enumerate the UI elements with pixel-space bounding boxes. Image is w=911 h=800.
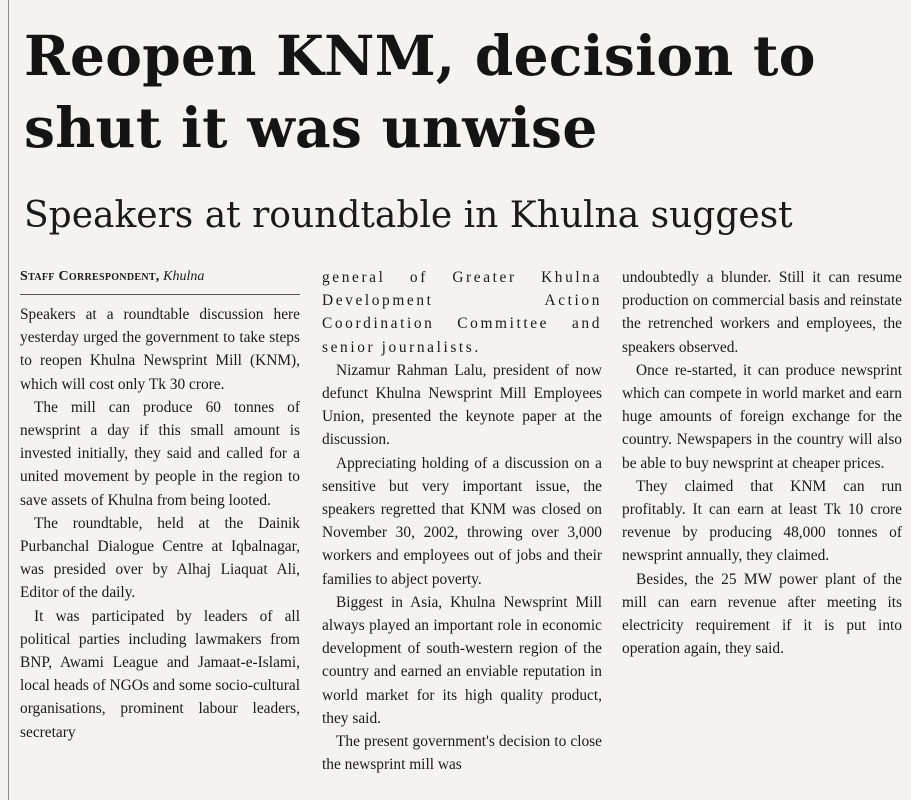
- paragraph: The mill can produce 60 tonnes of newsprint a day if this small amount is invested initially, they said and called for a united movement by people in the region to save assets of Khulna from being looted.: [20, 398, 300, 509]
- article-column-2: [322, 266, 602, 776]
- byline-role: Staff Correspondent,: [20, 269, 160, 284]
- paragraph: They claimed that KNM can run profitably. It can earn at least Tk 10 crore revenue by producing 48,000 tonnes of newsprint annually, they claimed.: [622, 477, 902, 565]
- paragraph: The roundtable, held at the Dainik Purbanchal Dialogue Centre at Iqbalnagar, was presided over by Alhaj Liaquat Ali, Editor of the daily.: [20, 514, 300, 602]
- paragraph: Appreciating holding of a discussion on a sensitive but very important issue, the speakers regretted that KNM was closed on November 30, 2002, throwing over 3,000 workers and employees out of jobs and their families to abject poverty.: [322, 454, 602, 588]
- paragraph: Nizamur Rahman Lalu, president of now defunct Khulna Newsprint Mill Employees Union, presented the keynote paper at the discussion.: [322, 361, 602, 449]
- paragraph: The present government's decision to close the newsprint mill was: [322, 733, 602, 774]
- paragraph: Biggest in Asia, Khulna Newsprint Mill always played an important role in economic development of south-western region of the country and earned an enviable reputation in world market for its high quality product, they said.: [322, 593, 602, 727]
- headline: Reopen KNM, decision to shut it was unwise: [24, 23, 816, 160]
- paragraph: general of Greater Khulna Development Action Coordination Committee and senior journalists.: [322, 269, 602, 356]
- paragraph: Once re-started, it can produce newsprint which can compete in world market and earn huge amounts of foreign exchange for the country. Newspapers in the country will also be able to buy newsprint at cheaper prices.: [622, 361, 902, 472]
- paragraph: It was participated by leaders of all political parties including lawmakers from BNP, Awami League and Jamaat-e-Islami, local heads of NGOs and some socio-cultural organisations, prominent labour leaders, secretary: [20, 607, 300, 741]
- subheadline: Speakers at roundtable in Khulna suggest: [24, 195, 793, 236]
- byline-place: Khulna: [163, 269, 205, 284]
- paragraph: undoubtedly a blunder. Still it can resume production on commercial basis and reinstate the retrenched workers and employees, the speakers observed.: [622, 269, 902, 356]
- article-column-3: [622, 266, 902, 660]
- paragraph: Besides, the 25 MW power plant of the mill can earn revenue after meeting its electricity requirement if it is put into operation again, they said.: [622, 570, 902, 658]
- column-rule: [8, 0, 9, 800]
- byline: [20, 266, 300, 295]
- article-column-1: [20, 266, 300, 744]
- paragraph: Speakers at a roundtable discussion here yesterday urged the government to take steps to reopen Khulna Newsprint Mill (KNM), which will cost only Tk 30 crore.: [20, 306, 300, 393]
